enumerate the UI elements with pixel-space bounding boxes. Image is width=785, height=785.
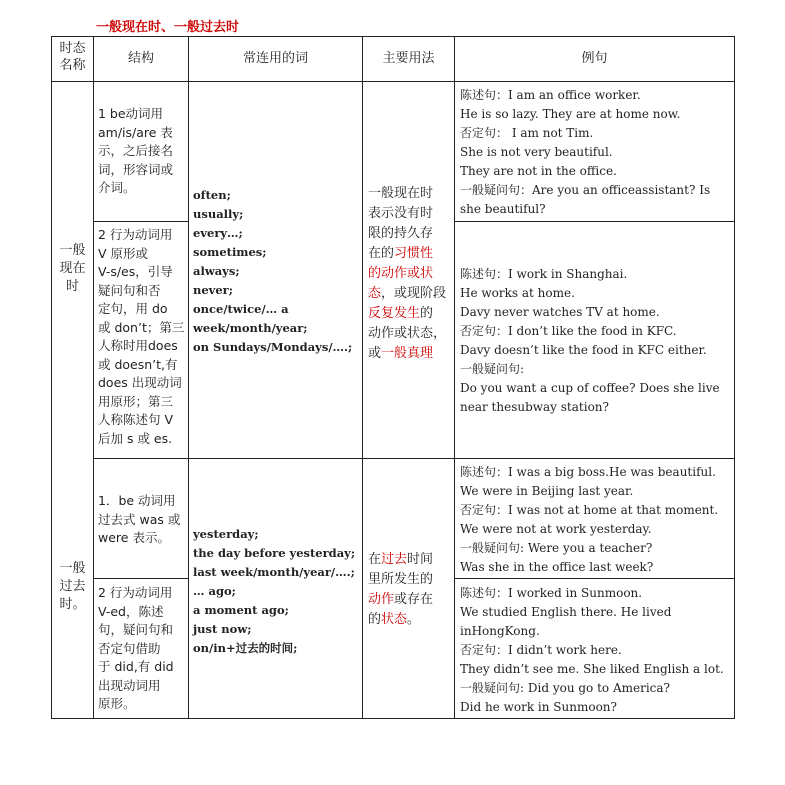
past-examples-verb: 陈述句：I worked in Sunmoon. We studied English there. He lived inHongKong. 否定句：I didn’t work here. They didn’t see me. She liked English a lot. 一般疑问句: Did you go to America? Did he work in Sunmoon? (460, 586, 724, 714)
past-row-divider-examples (454, 578, 734, 579)
past-common-words: yesterday; the day before yesterday; last week/month/year/….; … ago; a moment ago; just now; on/in+过去的时间; (193, 527, 356, 655)
tense-divider (93, 458, 734, 459)
col-divider-1 (93, 36, 94, 719)
header-common-words: 常连用的词 (242, 51, 308, 66)
past-structure-be: 1．be 动词用 过去式 was 或 were 表示。 (98, 493, 181, 545)
header-tense-name: 时态 名称 (59, 41, 86, 73)
page-title: 一般现在时、一般过去时 (96, 20, 240, 35)
present-common-words: often; usually; every…; sometimes; always; never; once/twice/… a week/month/year; on Sundays/Mondays/….; (193, 188, 353, 354)
header-main-usage: 主要用法 (382, 51, 435, 66)
header-divider (51, 81, 734, 82)
present-examples-verb: 陈述句：I work in Shanghai. He works at home. Davy never watches TV at home. 否定句：I don’t like the food in KFC. Davy doesn’t like the food in KFC either. 一般疑问句: Do you want a cup of coffee? Does she live near thesubway station? (460, 267, 720, 414)
present-tense-name: 一般 现在 时 (59, 243, 86, 294)
col-divider-3 (362, 36, 363, 719)
past-row-divider-structure (93, 578, 188, 579)
header-examples: 例句 (581, 51, 608, 66)
header-structure: 结构 (127, 51, 154, 66)
table-border-left (51, 36, 52, 719)
past-main-usage: 在过去时间 里所发生的 动作或存在 的状态。 (368, 552, 434, 627)
table-border-top (51, 36, 734, 37)
table-border-bottom (51, 718, 734, 719)
present-structure-verb: 2 行为动词用 V 原形或 V-s/es，引导 疑问句和否 定句，用 do 或 don’t；第三 人称时用does 或 doesn’t,有 does 出现动词 用原形；第三 人称陈述句 V 后加 s 或 es. (98, 227, 185, 446)
past-examples-be: 陈述句：I was a big boss.He was beautiful. We were in Beijing last year. 否定句：I was not at home at that moment. We were not at work yesterday. 一般疑问句: Were you a teacher? Was she in the office last week? (460, 465, 719, 574)
present-main-usage: 一般现在时 表示没有时 限的持久存 在的习惯性 的动作或状 态，或现阶段 反复发生的 动作或状态， 或一般真理 (368, 186, 447, 361)
past-structure-verb: 2 行为动词用 V-ed，陈述 句，疑问句和 否定句借助 于 did,有 did 出现动词用 原形。 (98, 585, 174, 711)
past-tense-name: 一般 过去 时。 (59, 561, 86, 612)
present-row-divider-examples (454, 221, 734, 222)
col-divider-2 (188, 36, 189, 719)
present-examples-be: 陈述句：I am an office worker. He is so lazy. They are at home now. 否定句： I am not Tim. She is not very beautiful. They are not in the office. 一般疑问句：Are you an officeassistant? Is she beautiful? (460, 88, 711, 216)
present-row-divider-structure (93, 221, 188, 222)
col-divider-4 (454, 36, 455, 719)
present-structure-be: 1 be动词用 am/is/are 表 示，之后接名 词，形容词或 介词。 (98, 106, 174, 195)
